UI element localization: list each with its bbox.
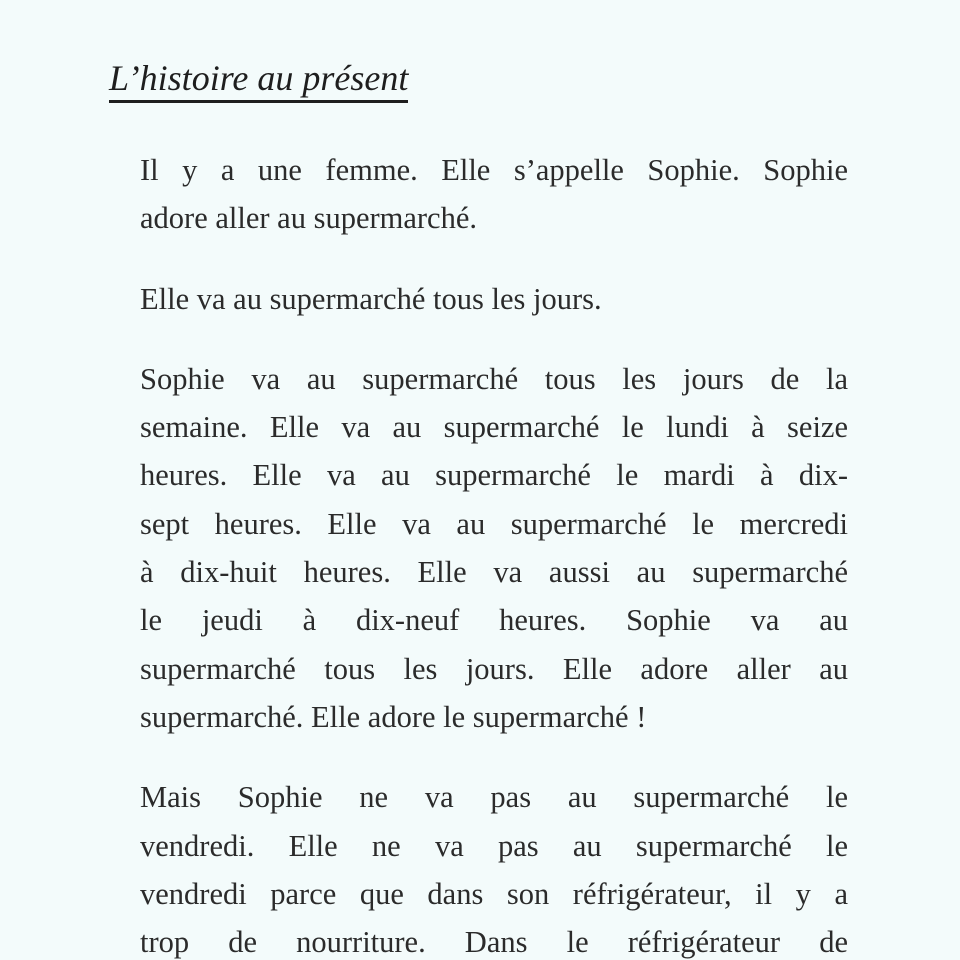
text-line: sept heures. Elle va au supermarché le mercredi	[140, 506, 848, 541]
text-line: à dix-huit heures. Elle va aussi au supermarché	[140, 555, 848, 590]
story-body	[109, 146, 848, 960]
text-line: vendredi parce que dans son réfrigérateur, il y a	[140, 876, 848, 911]
paragraph-3	[109, 355, 848, 741]
paragraph-4	[109, 773, 848, 960]
text-line: supermarché tous les jours. Elle adore aller au	[140, 651, 848, 686]
text-line: le jeudi à dix-neuf heures. Sophie va au	[140, 603, 848, 638]
paragraph-2	[109, 275, 848, 323]
page-title: L’histoire au présent	[109, 56, 408, 103]
text-line: Elle va au supermarché tous les jours.	[140, 281, 602, 316]
paragraph-1	[109, 146, 848, 243]
text-line: Sophie va au supermarché tous les jours de la	[140, 361, 848, 396]
text-line: adore aller au supermarché.	[140, 201, 478, 236]
text-line: heures. Elle va au supermarché le mardi à dix-	[140, 458, 848, 493]
text-line: semaine. Elle va au supermarché le lundi à seize	[140, 410, 848, 445]
text-line: supermarché. Elle adore le supermarché !	[140, 699, 647, 734]
text-line: vendredi. Elle ne va pas au supermarché le	[140, 828, 848, 863]
text-line: Mais Sophie ne va pas au supermarché le	[140, 780, 848, 815]
text-line: trop de nourriture. Dans le réfrigérateur de	[140, 925, 848, 960]
text-line: Il y a une femme. Elle s’appelle Sophie. Sophie	[140, 153, 848, 187]
